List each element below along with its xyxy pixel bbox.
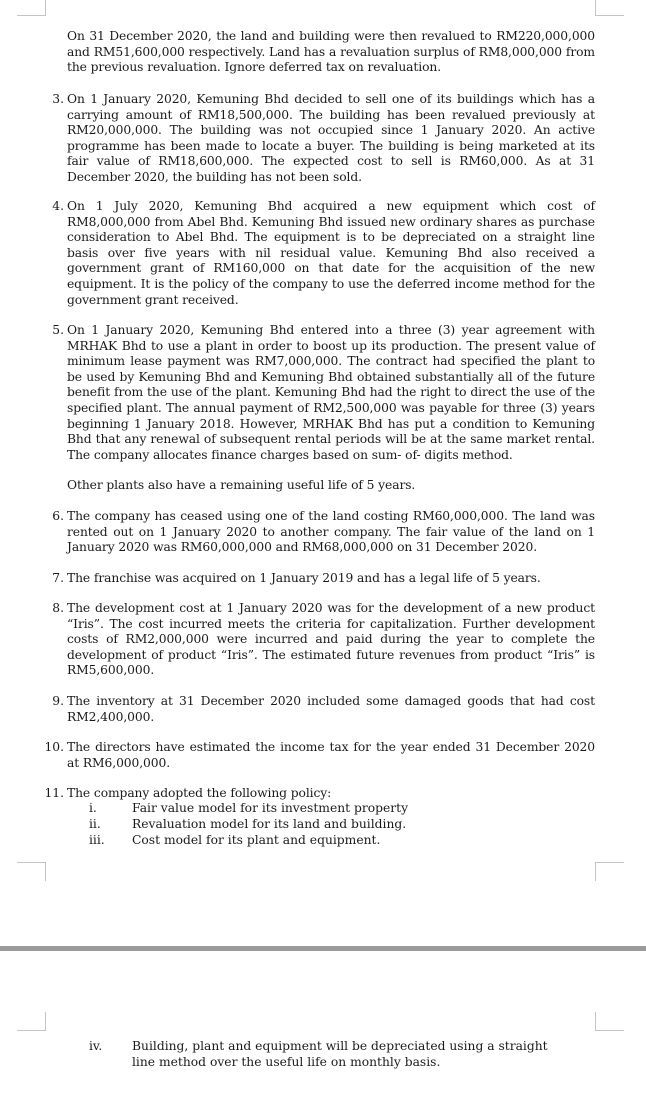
policy-text: Revaluation model for its land and building. bbox=[132, 817, 407, 831]
list-item-6 bbox=[40, 509, 595, 556]
page-corner-mark bbox=[17, 862, 46, 881]
item-text: The directors have estimated the income tax for the year ended 31 December 2020 at RM6,000,000. bbox=[67, 740, 595, 770]
list-item-7 bbox=[40, 571, 595, 587]
page-corner-mark bbox=[595, 0, 624, 16]
item-text: On 1 January 2020, Kemuning Bhd decided to sell one of its buildings which has a carrying amount of RM18,500,000. The building has been revalued previously at RM20,000,000. The building was not occupied since 1 January 2020. An active programme has been made to locate a buyer. The building is being marketed at its fair value of RM18,600,000. The expected cost to sell is RM60,000. As at 31 December 2020, the building has not been sold. bbox=[67, 92, 595, 184]
policy-item-iii bbox=[89, 833, 589, 849]
item-text: The development cost at 1 January 2020 was for the development of a new product “Iris”. The cost incurred meets the criteria for capitalization. Further development costs of RM2,000,000 were incurred and paid during the year to complete the development of product “Iris”. The estimated future revenues from product “Iris” is RM5,600,000. bbox=[67, 601, 595, 678]
policy-number: i. bbox=[89, 801, 97, 815]
document-page-2 bbox=[0, 955, 646, 1095]
page-corner-mark bbox=[595, 862, 624, 881]
item-text: The franchise was acquired on 1 January 2019 and has a legal life of 5 years. bbox=[67, 571, 541, 585]
policy-text: Building, plant and equipment will be depreciated using a straight line method over the useful life on monthly basis. bbox=[132, 1039, 548, 1069]
item-number: 11. bbox=[44, 786, 64, 800]
item-number: 7. bbox=[52, 571, 64, 585]
policy-number: iv. bbox=[89, 1039, 103, 1053]
policy-text: Cost model for its plant and equipment. bbox=[132, 833, 381, 847]
policy-item-iv bbox=[89, 1039, 589, 1070]
item-number: 10. bbox=[44, 740, 64, 754]
policy-item-i bbox=[89, 801, 589, 817]
item-text: On 1 January 2020, Kemuning Bhd entered into a three (3) year agreement with MRHAK Bhd to use a plant in order to boost up its production. The present value of minimum lease payment was RM7,000,000. The contract had specified the plant to be used by Kemuning Bhd and Kemuning Bhd obtained substantially all of the future benefit from the use of the plant. Kemuning Bhd had the right to direct the use of the specified plant. The annual payment of RM2,500,000 was payable for three (3) years beginning 1 January 2018. However, MRHAK Bhd has put a condition to Kemuning Bhd that any renewal of subsequent rental periods will be at the same market rental. The company allocates finance charges based on sum- of- digits method. bbox=[67, 323, 595, 462]
item-5-note: Other plants also have a remaining useful life of 5 years. bbox=[67, 478, 416, 492]
list-item-11 bbox=[40, 786, 595, 802]
list-item-10 bbox=[40, 740, 595, 771]
item-number: 9. bbox=[52, 694, 64, 708]
list-item-3 bbox=[40, 92, 595, 186]
policy-number: iii. bbox=[89, 833, 105, 847]
list-item-5 bbox=[40, 323, 595, 463]
item-text: The company has ceased using one of the land costing RM60,000,000. The land was rented out on 1 January 2020 to another company. The fair value of the land on 1 January 2020 was RM60,000,000 and RM68,000,000 on 31 December 2020. bbox=[67, 509, 595, 555]
item-number: 6. bbox=[52, 509, 64, 523]
item-text: The company adopted the following policy: bbox=[67, 786, 332, 800]
item-number: 8. bbox=[52, 601, 64, 615]
item-number: 5. bbox=[52, 323, 64, 337]
policy-text: Fair value model for its investment property bbox=[132, 801, 409, 815]
page-corner-mark bbox=[17, 0, 46, 16]
page-corner-mark bbox=[595, 1012, 624, 1031]
policy-number: ii. bbox=[89, 817, 101, 831]
item-text: The inventory at 31 December 2020 included some damaged goods that had cost RM2,400,000. bbox=[67, 694, 595, 724]
page-corner-mark bbox=[17, 1012, 46, 1031]
item-number: 4. bbox=[52, 199, 64, 213]
list-item-8 bbox=[40, 601, 595, 679]
intro-paragraph: On 31 December 2020, the land and building were then revalued to RM220,000,000 and RM51,600,000 respectively. Land has a revaluation surplus of RM8,000,000 from the previous revaluation. Ignore deferred tax on revaluation. bbox=[67, 29, 595, 75]
list-item-4 bbox=[40, 199, 595, 308]
item-text: On 1 July 2020, Kemuning Bhd acquired a new equipment which cost of RM8,000,000 from Abel Bhd. Kemuning Bhd issued new ordinary shares as purchase consideration to Abel Bhd. The equipment is to be depreciated on a straight line basis over five years with nil residual value. Kemuning Bhd also received a government grant of RM160,000 on that date for the acquisition of the new equipment. It is the policy of the company to use the deferred income method for the government grant received. bbox=[67, 199, 595, 307]
policy-item-ii bbox=[89, 817, 589, 833]
item-number: 3. bbox=[52, 92, 64, 106]
page-separator bbox=[0, 946, 646, 951]
list-item-9 bbox=[40, 694, 595, 725]
